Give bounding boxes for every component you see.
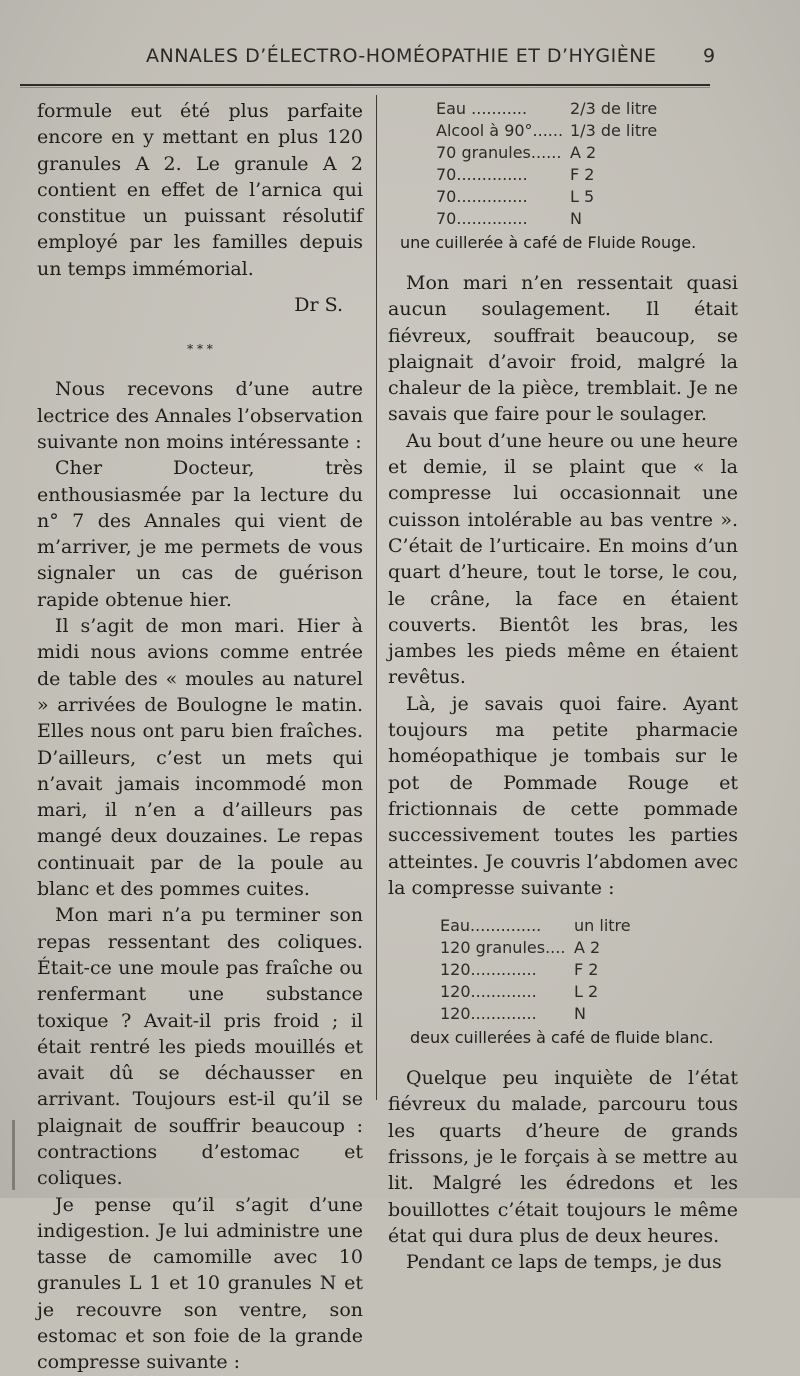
formula-table-2 xyxy=(440,915,738,1025)
formula-row: Alcool à 90°...... 1/3 de litre xyxy=(436,121,658,140)
signature: Dr S. xyxy=(294,294,343,317)
formula-row: 70.............. L 5 xyxy=(436,187,595,206)
right-paragraph-1: Mon mari n’en ressentait quasi aucun soulagement. Il était fiévreux, souffrait beaucoup, se plaignait d’avoir froid, malgré la chaleur de la pièce, tremblait. Je ne savais que faire pour le soulager. xyxy=(388,272,738,426)
left-paragraph-4: Il s’agit de mon mari. Hier à midi nous avions comme entrée de table des « moules au naturel » arrivées de Boulogne le matin. Elles nous ont paru bien fraîches. D’ailleurs, c’est un mets qui n’avait jamais incommodé mon mari, il n’en a d’ailleurs pas mangé deux douzaines. Le repas continuait par de la poule au blanc et des pommes cuites. xyxy=(37,615,363,901)
formula-row: 70 granules...... A 2 xyxy=(436,143,597,162)
formula-row: 70.............. F 2 xyxy=(436,165,595,184)
page-number: 9 xyxy=(703,45,716,67)
formula-1-note: une cuillerée à café de Fluide Rouge. xyxy=(400,233,697,252)
left-paragraph-3: Cher Docteur, très enthousiasmée par la lecture du n° 7 des Annales qui vient de m’arriver, je me permets de vous signaler un cas de guérison rapide obtenue hier. xyxy=(37,457,363,611)
formula-table-1 xyxy=(436,98,738,230)
left-paragraph-6: Je pense qu’il s’agit d’une indigestion. Je lui administre une tasse de camomille avec 10 granules L 1 et 10 granules N et je recouvre son ventre, son estomac et son foie de la grande compresse suivante : xyxy=(37,1193,363,1374)
right-paragraph-2: Au bout d’une heure ou une heure et demie, il se plaint que « la compresse lui occasionnait une cuisson intolérable au bas ventre ». C’était de l’urticaire. En moins d’un quart d’heure, tout le torse, le cou, le crâne, la face en étaient couverts. Bientôt les bras, les jambes les pieds même en étaient revêtus. xyxy=(388,429,738,689)
formula-row: 70.............. N xyxy=(436,209,582,228)
formula-row: 120............. L 2 xyxy=(440,982,599,1002)
right-column xyxy=(388,98,738,1276)
right-paragraph-5: Pendant ce laps de temps, je dus xyxy=(406,1251,722,1274)
right-paragraph-3: Là, je savais quoi faire. Ayant toujours ma petite pharmacie homéopathique je tombais sur le pot de Pommade Rouge et frictionnais de cette pommade successivement toutes les parties atteintes. Je couvris l’abdomen avec la compresse suivante : xyxy=(388,692,738,899)
formula-row: 120............. N xyxy=(440,1004,586,1024)
journal-title: ANNALES D’ÉLECTRO-HOMÉOPATHIE ET D’HYGIÈNE xyxy=(146,45,657,67)
page-edge-mark xyxy=(12,1120,15,1190)
header-rule-thin xyxy=(20,87,710,88)
formula-row: 120............. F 2 xyxy=(440,960,599,980)
formula-row: Eau ........... 2/3 de litre xyxy=(436,99,658,118)
column-divider xyxy=(376,95,377,1100)
left-paragraph-5: Mon mari n’a pu terminer son repas ressentant des coliques. Était-ce une moule pas fraîche ou renfermant une substance toxique ? Avait-il pris froid ; il était rentré les pieds mouillés et avait dû se déchausser en arrivant. Toujours est-il qu’il se plaignait de souffrir beaucoup : contractions d’estomac et coliques. xyxy=(37,904,363,1190)
left-column xyxy=(37,98,363,1376)
formula-row: Eau.............. un litre xyxy=(440,916,631,936)
formula-row: 120 granules.... A 2 xyxy=(440,938,601,958)
asterism-separator: * * * xyxy=(187,342,213,357)
formula-2-note: deux cuillerées à café de fluide blanc. xyxy=(410,1028,714,1048)
header-rule xyxy=(20,84,710,86)
left-paragraph-1: formule eut été plus parfaite encore en y mettant en plus 120 granules A 2. Le granule A 2 contient en effet de l’arnica qui constitue un puissant résolutif employé par les familles depuis un temps immémorial. xyxy=(37,100,363,280)
right-paragraph-4: Quelque peu inquiète de l’état fiévreux du malade, parcouru tous les quarts d’heure de grands frissons, je le forçais à se mettre au lit. Malgré les édredons et les bouillottes c’était toujours le même état qui dura plus de deux heures. xyxy=(388,1067,738,1247)
left-paragraph-2: Nous recevons d’une autre lectrice des Annales l’observation suivante non moins intéressante : xyxy=(37,378,363,453)
